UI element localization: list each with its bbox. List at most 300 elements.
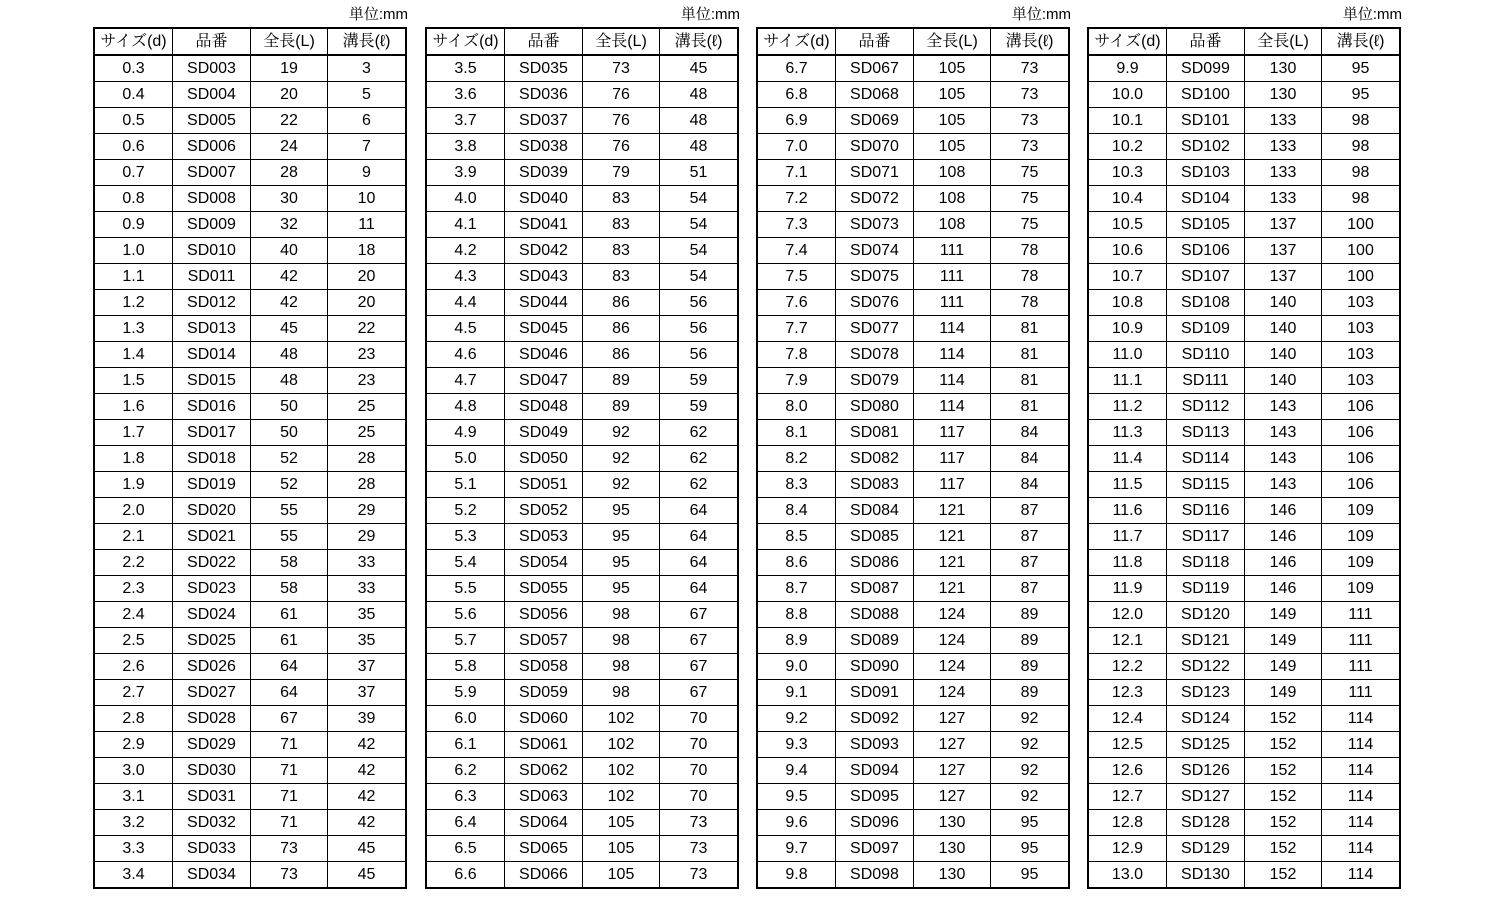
table-row [757, 758, 1069, 784]
table-row [426, 576, 738, 602]
unit-label: 単位:mm [680, 6, 740, 23]
table-row [757, 186, 1069, 212]
cell-part-number: SD055 [505, 576, 583, 602]
cell-size: 3.4 [94, 862, 173, 889]
cell-overall-length: 133 [1245, 160, 1322, 186]
cell-part-number: SD028 [173, 706, 251, 732]
table-row [1088, 654, 1400, 680]
cell-part-number: SD027 [173, 680, 251, 706]
cell-size: 7.9 [757, 368, 836, 394]
cell-part-number: SD020 [173, 498, 251, 524]
cell-size: 0.3 [94, 55, 173, 82]
cell-flute-length: 18 [328, 238, 407, 264]
table-row [757, 680, 1069, 706]
cell-flute-length: 54 [660, 186, 739, 212]
cell-size: 0.4 [94, 82, 173, 108]
table-row [426, 524, 738, 550]
cell-flute-length: 9 [328, 160, 407, 186]
cell-flute-length: 111 [1322, 602, 1401, 628]
table-row [94, 82, 406, 108]
cell-size: 0.7 [94, 160, 173, 186]
header-row [757, 28, 1069, 55]
cell-size: 7.8 [757, 342, 836, 368]
table-row [1088, 498, 1400, 524]
cell-overall-length: 133 [1245, 186, 1322, 212]
cell-overall-length: 114 [914, 394, 991, 420]
cell-part-number: SD051 [505, 472, 583, 498]
table-row [757, 82, 1069, 108]
cell-part-number: SD014 [173, 342, 251, 368]
cell-size: 11.9 [1088, 576, 1167, 602]
cell-size: 1.3 [94, 316, 173, 342]
cell-overall-length: 76 [583, 82, 660, 108]
cell-part-number: SD115 [1167, 472, 1245, 498]
table-row [757, 628, 1069, 654]
cell-overall-length: 79 [583, 160, 660, 186]
cell-size: 5.1 [426, 472, 505, 498]
cell-flute-length: 103 [1322, 316, 1401, 342]
table-row [426, 264, 738, 290]
cell-part-number: SD034 [173, 862, 251, 889]
cell-overall-length: 71 [251, 784, 328, 810]
table-row [426, 212, 738, 238]
cell-overall-length: 130 [1245, 55, 1322, 82]
cell-overall-length: 133 [1245, 134, 1322, 160]
cell-part-number: SD044 [505, 290, 583, 316]
cell-overall-length: 22 [251, 108, 328, 134]
cell-size: 7.3 [757, 212, 836, 238]
cell-size: 11.3 [1088, 420, 1167, 446]
table-row [94, 264, 406, 290]
cell-overall-length: 98 [583, 628, 660, 654]
cell-size: 3.2 [94, 810, 173, 836]
cell-flute-length: 98 [1322, 134, 1401, 160]
cell-flute-length: 95 [991, 810, 1070, 836]
table-header [757, 28, 1069, 55]
cell-flute-length: 29 [328, 524, 407, 550]
cell-size: 1.0 [94, 238, 173, 264]
cell-size: 7.6 [757, 290, 836, 316]
table-row [94, 55, 406, 82]
cell-size: 4.5 [426, 316, 505, 342]
cell-size: 6.8 [757, 82, 836, 108]
cell-overall-length: 76 [583, 134, 660, 160]
cell-overall-length: 61 [251, 602, 328, 628]
table-row [757, 810, 1069, 836]
cell-part-number: SD021 [173, 524, 251, 550]
cell-part-number: SD100 [1167, 82, 1245, 108]
header-overall-length: 全長(L) [583, 28, 660, 55]
cell-part-number: SD009 [173, 212, 251, 238]
table-row [94, 810, 406, 836]
cell-size: 5.0 [426, 446, 505, 472]
cell-flute-length: 64 [660, 576, 739, 602]
cell-overall-length: 102 [583, 758, 660, 784]
cell-flute-length: 23 [328, 368, 407, 394]
cell-flute-length: 78 [991, 290, 1070, 316]
table-row [757, 472, 1069, 498]
cell-flute-length: 39 [328, 706, 407, 732]
cell-part-number: SD080 [836, 394, 914, 420]
cell-flute-length: 84 [991, 420, 1070, 446]
table-row [1088, 238, 1400, 264]
table-row [1088, 576, 1400, 602]
table-row [757, 290, 1069, 316]
cell-size: 8.2 [757, 446, 836, 472]
cell-part-number: SD126 [1167, 758, 1245, 784]
spec-table [1087, 27, 1401, 889]
cell-size: 3.6 [426, 82, 505, 108]
table-row [94, 706, 406, 732]
cell-overall-length: 127 [914, 758, 991, 784]
cell-size: 3.9 [426, 160, 505, 186]
cell-overall-length: 48 [251, 368, 328, 394]
cell-size: 2.8 [94, 706, 173, 732]
cell-size: 10.8 [1088, 290, 1167, 316]
cell-size: 1.5 [94, 368, 173, 394]
cell-part-number: SD037 [505, 108, 583, 134]
cell-overall-length: 102 [583, 732, 660, 758]
cell-size: 12.8 [1088, 810, 1167, 836]
table-row [1088, 732, 1400, 758]
cell-part-number: SD095 [836, 784, 914, 810]
table-row [426, 732, 738, 758]
cell-flute-length: 25 [328, 420, 407, 446]
cell-overall-length: 149 [1245, 628, 1322, 654]
cell-overall-length: 67 [251, 706, 328, 732]
cell-size: 0.5 [94, 108, 173, 134]
cell-overall-length: 83 [583, 264, 660, 290]
table-row [1088, 706, 1400, 732]
table-row [94, 524, 406, 550]
cell-overall-length: 30 [251, 186, 328, 212]
cell-part-number: SD031 [173, 784, 251, 810]
cell-part-number: SD029 [173, 732, 251, 758]
cell-size: 8.3 [757, 472, 836, 498]
table-row [426, 134, 738, 160]
cell-overall-length: 105 [914, 134, 991, 160]
cell-flute-length: 75 [991, 186, 1070, 212]
cell-part-number: SD075 [836, 264, 914, 290]
cell-part-number: SD004 [173, 82, 251, 108]
table-row [94, 342, 406, 368]
table-row [94, 212, 406, 238]
cell-flute-length: 73 [991, 108, 1070, 134]
table-row [94, 160, 406, 186]
table-row [757, 134, 1069, 160]
cell-size: 6.6 [426, 862, 505, 889]
cell-part-number: SD072 [836, 186, 914, 212]
cell-flute-length: 37 [328, 680, 407, 706]
table-row [94, 498, 406, 524]
table-row [94, 654, 406, 680]
cell-part-number: SD003 [173, 55, 251, 82]
table-row [426, 238, 738, 264]
table-row [757, 368, 1069, 394]
cell-size: 5.3 [426, 524, 505, 550]
cell-flute-length: 56 [660, 316, 739, 342]
cell-overall-length: 73 [583, 55, 660, 82]
table-row [94, 238, 406, 264]
cell-part-number: SD089 [836, 628, 914, 654]
cell-flute-length: 95 [1322, 82, 1401, 108]
cell-size: 4.0 [426, 186, 505, 212]
cell-part-number: SD079 [836, 368, 914, 394]
cell-flute-length: 87 [991, 524, 1070, 550]
table-row [757, 212, 1069, 238]
cell-size: 4.1 [426, 212, 505, 238]
cell-part-number: SD123 [1167, 680, 1245, 706]
cell-size: 2.6 [94, 654, 173, 680]
cell-size: 1.6 [94, 394, 173, 420]
cell-overall-length: 52 [251, 472, 328, 498]
cell-size: 1.8 [94, 446, 173, 472]
cell-flute-length: 67 [660, 628, 739, 654]
cell-size: 9.7 [757, 836, 836, 862]
cell-size: 4.4 [426, 290, 505, 316]
table-row [757, 160, 1069, 186]
cell-size: 6.1 [426, 732, 505, 758]
cell-overall-length: 42 [251, 290, 328, 316]
cell-size: 3.5 [426, 55, 505, 82]
cell-size: 3.1 [94, 784, 173, 810]
cell-part-number: SD074 [836, 238, 914, 264]
cell-flute-length: 114 [1322, 784, 1401, 810]
cell-flute-length: 106 [1322, 420, 1401, 446]
table-row [1088, 290, 1400, 316]
cell-size: 1.4 [94, 342, 173, 368]
cell-part-number: SD059 [505, 680, 583, 706]
cell-size: 4.7 [426, 368, 505, 394]
table-row [1088, 524, 1400, 550]
cell-flute-length: 20 [328, 264, 407, 290]
cell-flute-length: 48 [660, 82, 739, 108]
table-body [94, 55, 406, 888]
table-row [426, 316, 738, 342]
cell-overall-length: 55 [251, 524, 328, 550]
cell-size: 12.1 [1088, 628, 1167, 654]
cell-part-number: SD053 [505, 524, 583, 550]
cell-part-number: SD058 [505, 654, 583, 680]
cell-part-number: SD109 [1167, 316, 1245, 342]
cell-overall-length: 95 [583, 550, 660, 576]
cell-overall-length: 64 [251, 654, 328, 680]
table-row [426, 446, 738, 472]
cell-size: 4.9 [426, 420, 505, 446]
table-row [426, 810, 738, 836]
cell-overall-length: 98 [583, 602, 660, 628]
cell-flute-length: 103 [1322, 290, 1401, 316]
cell-size: 8.8 [757, 602, 836, 628]
cell-part-number: SD011 [173, 264, 251, 290]
cell-size: 7.7 [757, 316, 836, 342]
cell-size: 9.4 [757, 758, 836, 784]
cell-size: 8.1 [757, 420, 836, 446]
cell-overall-length: 52 [251, 446, 328, 472]
cell-overall-length: 71 [251, 732, 328, 758]
cell-part-number: SD113 [1167, 420, 1245, 446]
cell-part-number: SD112 [1167, 394, 1245, 420]
cell-overall-length: 98 [583, 654, 660, 680]
cell-flute-length: 106 [1322, 472, 1401, 498]
cell-size: 12.6 [1088, 758, 1167, 784]
table-row [1088, 342, 1400, 368]
cell-size: 6.9 [757, 108, 836, 134]
cell-size: 2.0 [94, 498, 173, 524]
cell-overall-length: 117 [914, 472, 991, 498]
cell-part-number: SD129 [1167, 836, 1245, 862]
cell-size: 3.8 [426, 134, 505, 160]
cell-flute-length: 109 [1322, 550, 1401, 576]
spec-panel-4 [1087, 0, 1402, 900]
cell-size: 9.1 [757, 680, 836, 706]
table-row [1088, 394, 1400, 420]
cell-part-number: SD107 [1167, 264, 1245, 290]
cell-flute-length: 62 [660, 446, 739, 472]
cell-part-number: SD081 [836, 420, 914, 446]
cell-flute-length: 67 [660, 654, 739, 680]
table-row [1088, 550, 1400, 576]
cell-flute-length: 42 [328, 758, 407, 784]
cell-flute-length: 73 [660, 810, 739, 836]
cell-overall-length: 152 [1245, 784, 1322, 810]
cell-size: 4.3 [426, 264, 505, 290]
table-row [94, 108, 406, 134]
table-row [426, 472, 738, 498]
cell-part-number: SD096 [836, 810, 914, 836]
cell-flute-length: 42 [328, 784, 407, 810]
cell-flute-length: 98 [1322, 186, 1401, 212]
cell-part-number: SD061 [505, 732, 583, 758]
cell-size: 9.3 [757, 732, 836, 758]
cell-flute-length: 103 [1322, 368, 1401, 394]
cell-flute-length: 84 [991, 446, 1070, 472]
cell-part-number: SD092 [836, 706, 914, 732]
cell-size: 2.7 [94, 680, 173, 706]
cell-size: 10.3 [1088, 160, 1167, 186]
cell-part-number: SD084 [836, 498, 914, 524]
header-size: サイズ(d) [94, 28, 173, 55]
cell-overall-length: 24 [251, 134, 328, 160]
table-row [757, 394, 1069, 420]
cell-flute-length: 106 [1322, 394, 1401, 420]
cell-part-number: SD098 [836, 862, 914, 889]
cell-overall-length: 149 [1245, 680, 1322, 706]
cell-part-number: SD105 [1167, 212, 1245, 238]
cell-part-number: SD050 [505, 446, 583, 472]
cell-part-number: SD041 [505, 212, 583, 238]
cell-flute-length: 51 [660, 160, 739, 186]
cell-flute-length: 89 [991, 654, 1070, 680]
cell-size: 7.0 [757, 134, 836, 160]
cell-part-number: SD120 [1167, 602, 1245, 628]
table-row [426, 862, 738, 889]
cell-size: 11.4 [1088, 446, 1167, 472]
cell-overall-length: 130 [1245, 82, 1322, 108]
cell-size: 5.5 [426, 576, 505, 602]
cell-overall-length: 19 [251, 55, 328, 82]
cell-overall-length: 152 [1245, 706, 1322, 732]
cell-flute-length: 11 [328, 212, 407, 238]
cell-size: 1.2 [94, 290, 173, 316]
cell-part-number: SD082 [836, 446, 914, 472]
cell-overall-length: 61 [251, 628, 328, 654]
cell-overall-length: 111 [914, 238, 991, 264]
cell-overall-length: 111 [914, 264, 991, 290]
cell-flute-length: 29 [328, 498, 407, 524]
cell-part-number: SD008 [173, 186, 251, 212]
cell-flute-length: 109 [1322, 524, 1401, 550]
table-row [426, 628, 738, 654]
cell-part-number: SD118 [1167, 550, 1245, 576]
cell-overall-length: 83 [583, 212, 660, 238]
cell-flute-length: 100 [1322, 212, 1401, 238]
table-row [94, 732, 406, 758]
cell-flute-length: 48 [660, 134, 739, 160]
table-row [757, 784, 1069, 810]
table-body [757, 55, 1069, 888]
cell-overall-length: 146 [1245, 498, 1322, 524]
cell-flute-length: 54 [660, 238, 739, 264]
header-flute-length: 溝長(ℓ) [328, 28, 407, 55]
cell-size: 5.6 [426, 602, 505, 628]
cell-flute-length: 78 [991, 264, 1070, 290]
cell-flute-length: 70 [660, 758, 739, 784]
cell-flute-length: 10 [328, 186, 407, 212]
table-row [94, 394, 406, 420]
cell-flute-length: 35 [328, 628, 407, 654]
table-row [1088, 55, 1400, 82]
table-row [757, 342, 1069, 368]
cell-part-number: SD122 [1167, 654, 1245, 680]
table-row [1088, 862, 1400, 889]
cell-overall-length: 152 [1245, 836, 1322, 862]
cell-flute-length: 73 [991, 55, 1070, 82]
cell-part-number: SD090 [836, 654, 914, 680]
cell-part-number: SD056 [505, 602, 583, 628]
table-row [757, 420, 1069, 446]
table-row [757, 732, 1069, 758]
cell-part-number: SD016 [173, 394, 251, 420]
cell-overall-length: 127 [914, 706, 991, 732]
cell-part-number: SD085 [836, 524, 914, 550]
table-row [426, 784, 738, 810]
cell-part-number: SD030 [173, 758, 251, 784]
cell-size: 12.5 [1088, 732, 1167, 758]
cell-flute-length: 23 [328, 342, 407, 368]
cell-part-number: SD036 [505, 82, 583, 108]
table-row [426, 368, 738, 394]
cell-flute-length: 67 [660, 680, 739, 706]
cell-flute-length: 73 [991, 82, 1070, 108]
spec-panel-2 [425, 0, 740, 900]
cell-size: 11.1 [1088, 368, 1167, 394]
cell-overall-length: 140 [1245, 316, 1322, 342]
header-part-number: 品番 [1167, 28, 1245, 55]
cell-part-number: SD026 [173, 654, 251, 680]
cell-flute-length: 89 [991, 680, 1070, 706]
cell-overall-length: 152 [1245, 810, 1322, 836]
cell-overall-length: 95 [583, 498, 660, 524]
cell-overall-length: 32 [251, 212, 328, 238]
cell-size: 8.0 [757, 394, 836, 420]
cell-size: 12.7 [1088, 784, 1167, 810]
table-row [94, 628, 406, 654]
unit-label: 単位:mm [1011, 6, 1071, 23]
cell-overall-length: 48 [251, 342, 328, 368]
cell-part-number: SD086 [836, 550, 914, 576]
cell-overall-length: 121 [914, 498, 991, 524]
